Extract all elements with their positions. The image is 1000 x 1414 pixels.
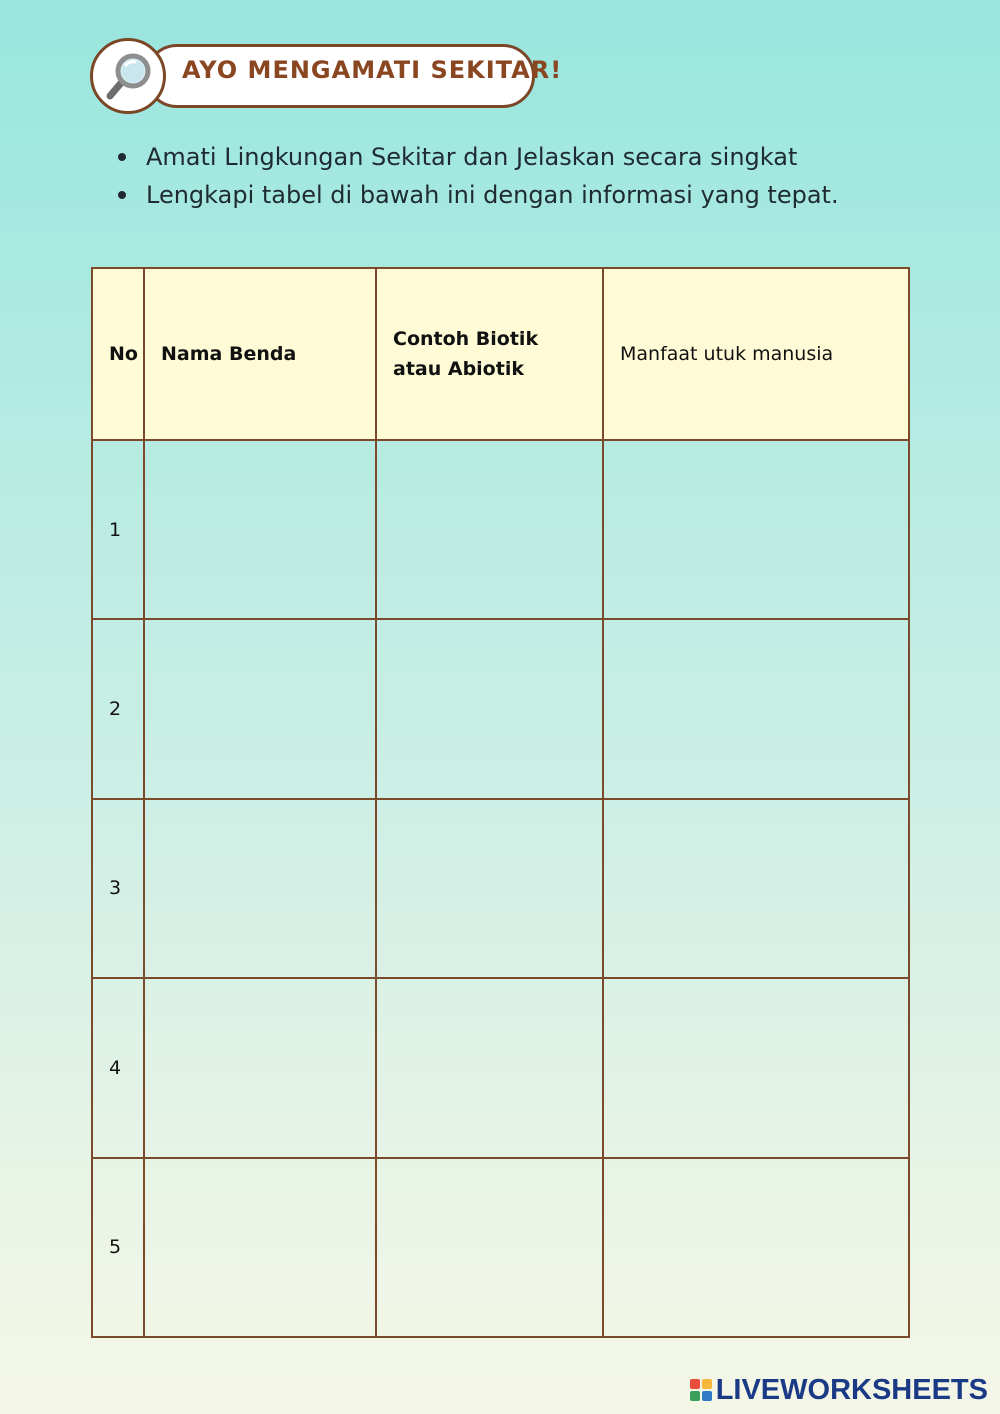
bullet-icon: [118, 191, 126, 199]
contoh-cell[interactable]: [376, 978, 603, 1157]
instruction-item: [108, 176, 839, 214]
nama-benda-cell[interactable]: [144, 619, 376, 798]
logo-square: [690, 1391, 700, 1401]
magnifier-badge: [90, 38, 166, 114]
magnifying-glass-icon: [102, 50, 154, 102]
manfaat-cell[interactable]: [603, 440, 909, 619]
logo-text: LIVEWORKSHEETS: [715, 1373, 988, 1406]
nama-benda-cell[interactable]: [144, 799, 376, 978]
table-header-row: [92, 268, 909, 440]
liveworksheets-logo[interactable]: [690, 1374, 988, 1406]
section-header: [90, 38, 563, 118]
contoh-cell[interactable]: [376, 619, 603, 798]
table-row: [92, 1158, 909, 1337]
contoh-cell[interactable]: [376, 799, 603, 978]
page-title: AYO MENGAMATI SEKITAR!: [182, 56, 563, 84]
row-number: 4: [92, 978, 144, 1157]
table-row: [92, 619, 909, 798]
contoh-cell[interactable]: [376, 1158, 603, 1337]
row-number: 1: [92, 440, 144, 619]
header-manfaat: Manfaat utuk manusia: [603, 268, 909, 440]
table-row: [92, 978, 909, 1157]
instruction-list: [108, 138, 839, 214]
contoh-cell[interactable]: [376, 440, 603, 619]
logo-square: [690, 1379, 700, 1389]
header-contoh-biotik-abiotik: Contoh Biotik atau Abiotik: [376, 268, 603, 440]
manfaat-cell[interactable]: [603, 799, 909, 978]
instruction-text: Amati Lingkungan Sekitar dan Jelaskan secara singkat: [146, 143, 798, 171]
row-number: 3: [92, 799, 144, 978]
row-number: 5: [92, 1158, 144, 1337]
logo-square: [702, 1391, 712, 1401]
observation-table: [91, 267, 910, 1338]
bullet-icon: [118, 153, 126, 161]
nama-benda-cell[interactable]: [144, 1158, 376, 1337]
row-number: 2: [92, 619, 144, 798]
header-nama-benda: Nama Benda: [144, 268, 376, 440]
instruction-item: [108, 138, 839, 176]
logo-grid-icon: [690, 1379, 712, 1401]
logo-square: [702, 1379, 712, 1389]
header-no: No: [92, 268, 144, 440]
manfaat-cell[interactable]: [603, 619, 909, 798]
manfaat-cell[interactable]: [603, 1158, 909, 1337]
nama-benda-cell[interactable]: [144, 978, 376, 1157]
table-row: [92, 440, 909, 619]
instruction-text: Lengkapi tabel di bawah ini dengan informasi yang tepat.: [146, 181, 839, 209]
manfaat-cell[interactable]: [603, 978, 909, 1157]
table-row: [92, 799, 909, 978]
nama-benda-cell[interactable]: [144, 440, 376, 619]
